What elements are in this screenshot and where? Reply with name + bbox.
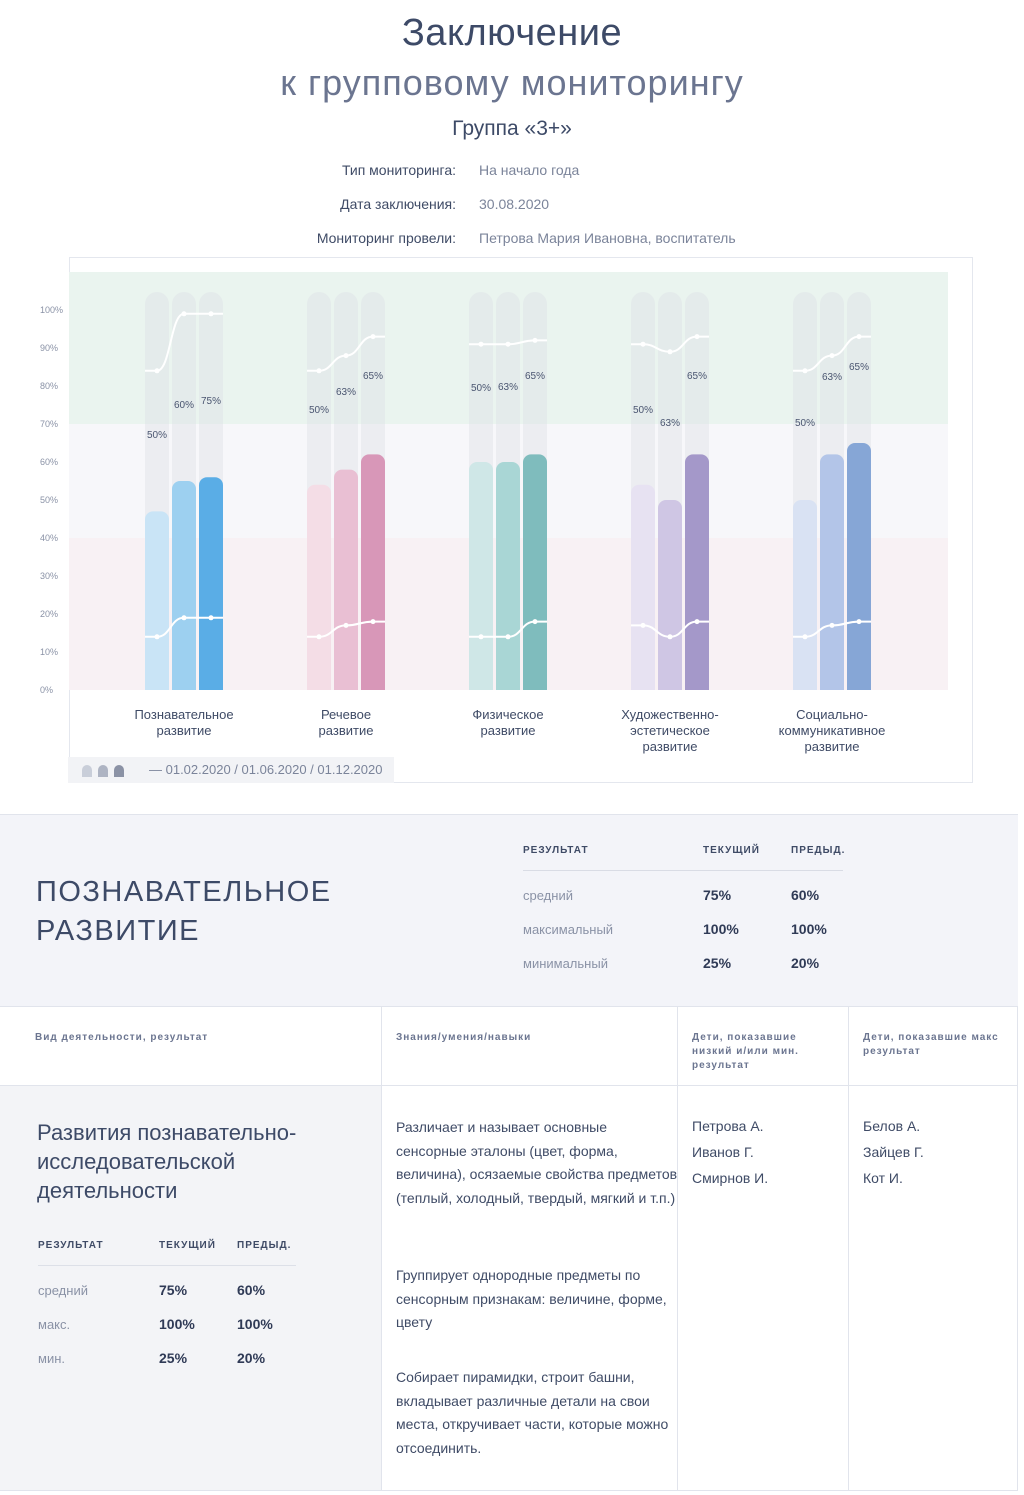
activity-result-table [38, 1236, 296, 1376]
max-point [830, 353, 835, 358]
meta-value: 30.08.2020 [479, 196, 550, 212]
group-name: Группа «3+» [452, 117, 572, 140]
table-row [38, 1342, 296, 1376]
column-header: Вид деятельности, результат [35, 1032, 209, 1043]
max-point [695, 334, 700, 339]
column-header: Дети, показавшие макс результат [863, 1032, 999, 1057]
data-label: 63% [821, 372, 843, 383]
max-point [803, 368, 808, 373]
legend-text: — 01.02.2020 / 01.06.2020 / 01.12.2020 [149, 762, 383, 777]
category-label: коммуникативное [778, 723, 886, 738]
bar [793, 500, 817, 690]
section-summary [0, 814, 1018, 1006]
row-label: максимальный [523, 922, 614, 937]
data-label: 50% [632, 405, 654, 416]
y-tick-label: 40% [40, 533, 59, 543]
column-header: РЕЗУЛЬТАТ [38, 1240, 104, 1251]
current-value: 100% [159, 1316, 195, 1332]
max-point [182, 311, 187, 316]
min-point [209, 615, 214, 620]
detail-table-header [0, 1006, 1018, 1086]
column-header: РЕЗУЛЬТАТ [523, 845, 589, 856]
previous-value: 20% [237, 1350, 266, 1366]
data-label: 60% [173, 400, 195, 411]
child-name: Зайцев Г. [863, 1144, 924, 1160]
skill-item: Собирает пирамидки, строит башни, вкладывает различные детали на свои места, откручивает части, которые можно отсоединить. [396, 1369, 669, 1456]
data-label: 63% [335, 387, 357, 398]
y-tick-label: 60% [40, 457, 59, 467]
min-point [506, 634, 511, 639]
low-result-children [692, 1113, 768, 1191]
bar [496, 462, 520, 690]
bar [847, 443, 871, 690]
column-header: ТЕКУЩИЙ [159, 1240, 216, 1251]
max-point [344, 353, 349, 358]
y-tick-label: 80% [40, 381, 59, 391]
max-point [209, 311, 214, 316]
current-value: 100% [703, 921, 739, 937]
data-label: 65% [686, 371, 708, 382]
page-subtitle: к групповому мониторингу [280, 62, 744, 103]
table-bottom-border [0, 1490, 1018, 1491]
column-divider [677, 1006, 678, 1491]
min-point [317, 634, 322, 639]
bar [523, 454, 547, 690]
column-header: ПРЕДЫД. [237, 1240, 292, 1251]
meta-label: Тип мониторинга: [341, 162, 456, 178]
min-point [479, 634, 484, 639]
y-tick-label: 90% [40, 343, 59, 353]
data-label: 50% [794, 418, 816, 429]
max-point [641, 342, 646, 347]
min-point [533, 619, 538, 624]
min-point [857, 619, 862, 624]
data-label: 63% [659, 418, 681, 429]
table-row [38, 1274, 296, 1308]
current-value: 25% [703, 955, 732, 971]
bar [820, 454, 844, 690]
max-point [533, 338, 538, 343]
min-point [182, 615, 187, 620]
data-label: 65% [524, 371, 546, 382]
chart-legend [68, 757, 394, 783]
bar [685, 454, 709, 690]
child-name: Белов А. [863, 1118, 921, 1134]
bar [361, 454, 385, 690]
row-label: мин. [38, 1351, 65, 1366]
previous-value: 60% [237, 1282, 266, 1298]
column-header: ПРЕДЫД. [791, 845, 846, 856]
child-name: Кот И. [863, 1170, 903, 1186]
max-point [857, 334, 862, 339]
previous-value: 60% [791, 887, 820, 903]
max-point [506, 342, 511, 347]
category-label: развитие [804, 739, 860, 754]
meta-value: Петрова Мария Ивановна, воспитатель [479, 230, 736, 246]
category-label: Художественно- [621, 707, 719, 722]
bar [631, 485, 655, 690]
page-title: Заключение [401, 12, 623, 54]
data-label: 50% [146, 430, 168, 441]
y-tick-label: 10% [40, 647, 59, 657]
min-point [803, 634, 808, 639]
column-divider [1017, 1006, 1018, 1491]
min-point [344, 623, 349, 628]
min-point [830, 623, 835, 628]
max-result-children [863, 1113, 924, 1191]
skill-item: Различает и называет основные сенсорные эталоны (цвет, форма, величина), осязаемые свойства предметов (теплый, холодный, твердый, мягкий и т.п.) [396, 1119, 678, 1206]
table-row [523, 913, 843, 947]
section-title: ПОЗНАВАТЕЛЬНОЕ РАЗВИТИЕ [36, 876, 332, 947]
y-tick-label: 20% [40, 609, 59, 619]
bar [658, 500, 682, 690]
row-label: средний [38, 1283, 88, 1298]
max-point [317, 368, 322, 373]
current-value: 25% [159, 1350, 188, 1366]
table-header [38, 1236, 296, 1266]
previous-value: 100% [791, 921, 827, 937]
data-label: 50% [470, 383, 492, 394]
child-name: Петрова А. [692, 1118, 764, 1134]
table-row [523, 947, 843, 981]
min-point [155, 634, 160, 639]
min-point [695, 619, 700, 624]
activity-title: Развития познавательно-исследовательской деятельности [37, 1120, 297, 1203]
max-point [155, 368, 160, 373]
child-name: Иванов Г. [692, 1144, 754, 1160]
data-label: 63% [497, 382, 519, 393]
max-point [479, 342, 484, 347]
bar [172, 481, 196, 690]
row-label: средний [523, 888, 573, 903]
category-label: Социально- [796, 707, 868, 722]
category-label: Познавательное [134, 707, 234, 722]
y-tick-label: 30% [40, 571, 59, 581]
bar [145, 511, 169, 690]
data-label: 65% [848, 362, 870, 373]
current-value: 75% [159, 1282, 188, 1298]
column-header: ТЕКУЩИЙ [703, 845, 760, 856]
bar [334, 470, 358, 690]
y-tick-label: 100% [40, 305, 64, 315]
detail-table-body [0, 1086, 1018, 1491]
max-point [371, 334, 376, 339]
legend-swatches-icon [82, 765, 144, 777]
data-label: 65% [362, 371, 384, 382]
child-name: Смирнов И. [692, 1170, 769, 1186]
category-label: развитие [156, 723, 212, 738]
bar [307, 485, 331, 690]
y-tick-label: 0% [40, 685, 54, 695]
category-label: Речевое [320, 707, 372, 722]
current-value: 75% [703, 887, 732, 903]
category-label: развитие [318, 723, 374, 738]
row-label: макс. [38, 1317, 71, 1332]
y-tick-label: 70% [40, 419, 59, 429]
min-point [641, 623, 646, 628]
category-label: эстетическое [630, 723, 710, 738]
skill-item: Группирует однородные предметы по сенсорным признакам: величине, форме, цвету [396, 1267, 667, 1330]
bar [469, 462, 493, 690]
bar [199, 477, 223, 690]
table-header [523, 845, 846, 871]
table-row [38, 1308, 296, 1342]
column-divider [381, 1006, 382, 1491]
category-label: Физическое [472, 707, 544, 722]
column-header: Знания/умения/навыки [396, 1032, 532, 1043]
data-label: 50% [308, 405, 330, 416]
table-row [523, 879, 843, 913]
data-label: 75% [200, 396, 222, 407]
min-point [668, 634, 673, 639]
meta-label: Дата заключения: [340, 196, 456, 212]
category-label: развитие [642, 739, 698, 754]
y-tick-label: 50% [40, 495, 59, 505]
max-point [668, 349, 673, 354]
previous-value: 20% [791, 955, 820, 971]
row-label: минимальный [523, 956, 608, 971]
column-divider [848, 1006, 849, 1491]
category-label: развитие [480, 723, 536, 738]
previous-value: 100% [237, 1316, 273, 1332]
summary-table [523, 845, 846, 981]
min-point [371, 619, 376, 624]
meta-label: Мониторинг провели: [316, 230, 456, 246]
activity-cell [0, 1086, 381, 1491]
meta-value: На начало года [479, 162, 580, 178]
column-header: Дети, показавшие низкий и/или мин. результат [692, 1032, 799, 1071]
